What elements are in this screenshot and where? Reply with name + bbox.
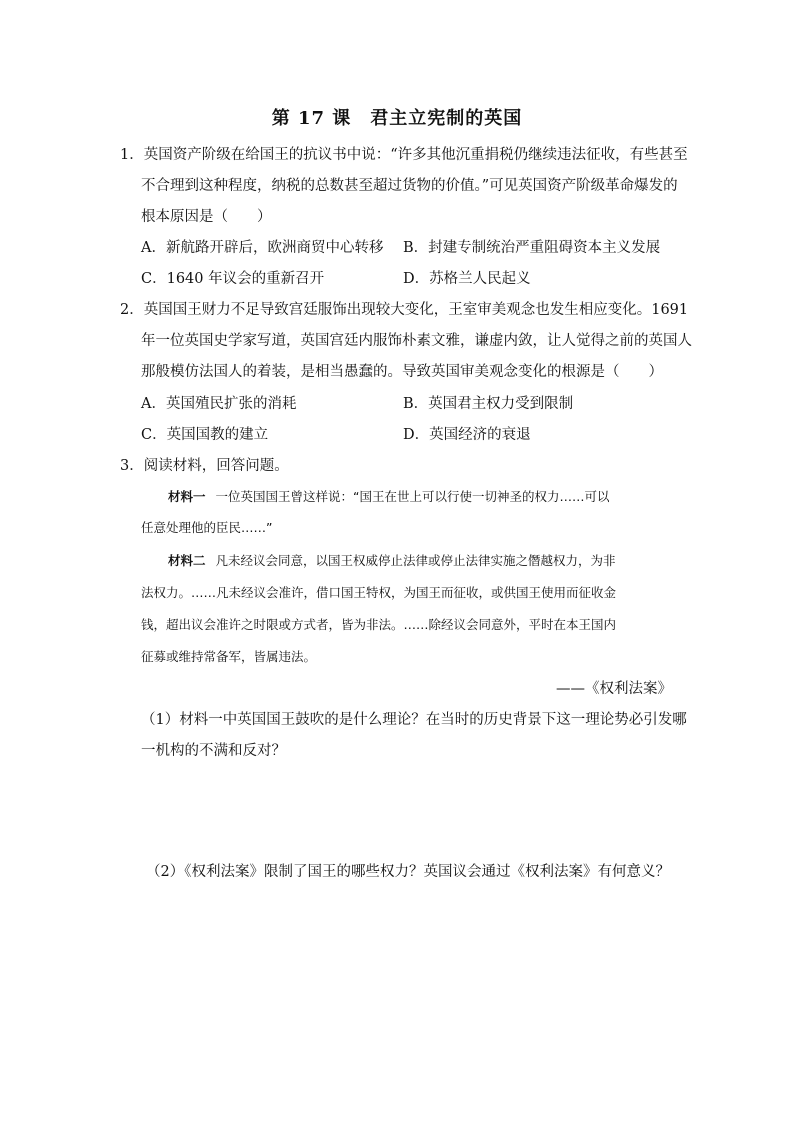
material-two-line-3: 钱，超出议会准许之时限或方式者，皆为非法。……除经议会同意外，平时在本王国内 (141, 617, 617, 632)
q3-sub1-line-1: （1）材料一中英国国王鼓吹的是什么理论？在当时的历史背景下这一理论势必引发哪 (141, 712, 687, 728)
q3-sub2: （2）《权利法案》限制了国王的哪些权力？英国议会通过《权利法案》有何意义？ (146, 864, 670, 880)
material-one-label: 材料一 (168, 489, 206, 504)
q1-line-1: 1．英国资产阶级在给国王的抗议书中说：“许多其他沉重捐税仍继续违法征收，有些甚至 (120, 147, 688, 163)
source-citation: ——《权利法案》 (556, 681, 672, 697)
material-one-line-2: 任意处理他的臣民……” (141, 520, 273, 535)
material-two-line-1 (168, 551, 616, 571)
material-two-text: 凡未经议会同意，以国王权威停止法律或停止法律实施之僭越权力，为非 (215, 553, 616, 568)
q1-option-d[interactable]: D．苏格兰人民起义 (403, 271, 531, 287)
lesson-title: 第 17 课 君主立宪制的英国 (271, 108, 523, 129)
material-one-text: 一位英国国王曾这样说：“国王在世上可以行使一切神圣的权力……可以 (215, 489, 610, 504)
q2-option-d[interactable]: D．英国经济的衰退 (403, 427, 531, 443)
q1-option-c[interactable]: C．1640 年议会的重新召开 (141, 271, 325, 287)
q2-option-b[interactable]: B．英国君主权力受到限制 (403, 396, 574, 412)
q3-sub1-line-2: 一机构的不满和反对？ (141, 743, 286, 759)
q2-option-a[interactable]: A．英国殖民扩张的消耗 (141, 396, 297, 412)
q2-line-1: 2．英国国王财力不足导致宫廷服饰出现较大变化，王室审美观念也发生相应变化。1691 (120, 302, 689, 318)
q2-line-2: 年一位英国史学家写道，英国宫廷内服饰朴素文雅，谦虚内敛，让人觉得之前的英国人 (141, 333, 692, 349)
q1-line-3: 根本原因是（ ） (141, 209, 272, 225)
q1-line-2: 不合理到这种程度，纳税的总数甚至超过货物的价值。”可见英国资产阶级革命爆发的 (141, 178, 678, 194)
q2-line-3: 那般模仿法国人的着装，是相当愚蠢的。导致英国审美观念变化的根源是（ ） (141, 364, 663, 380)
material-two-line-4: 征募或维持常备军，皆属违法。 (141, 649, 317, 664)
material-two-line-2: 法权力。……凡未经议会准许，借口国王特权，为国王而征收，或供国王使用而征收金 (141, 585, 617, 600)
q3-stem: 3．阅读材料，回答问题。 (120, 458, 289, 474)
material-one-line-1 (168, 487, 610, 507)
q2-option-c[interactable]: C．英国国教的建立 (141, 427, 269, 443)
q1-option-b[interactable]: B．封建专制统治严重阻碍资本主义发展 (403, 240, 661, 256)
material-two-label: 材料二 (168, 553, 206, 568)
q1-option-a[interactable]: A．新航路开辟后，欧洲商贸中心转移 (141, 240, 384, 256)
